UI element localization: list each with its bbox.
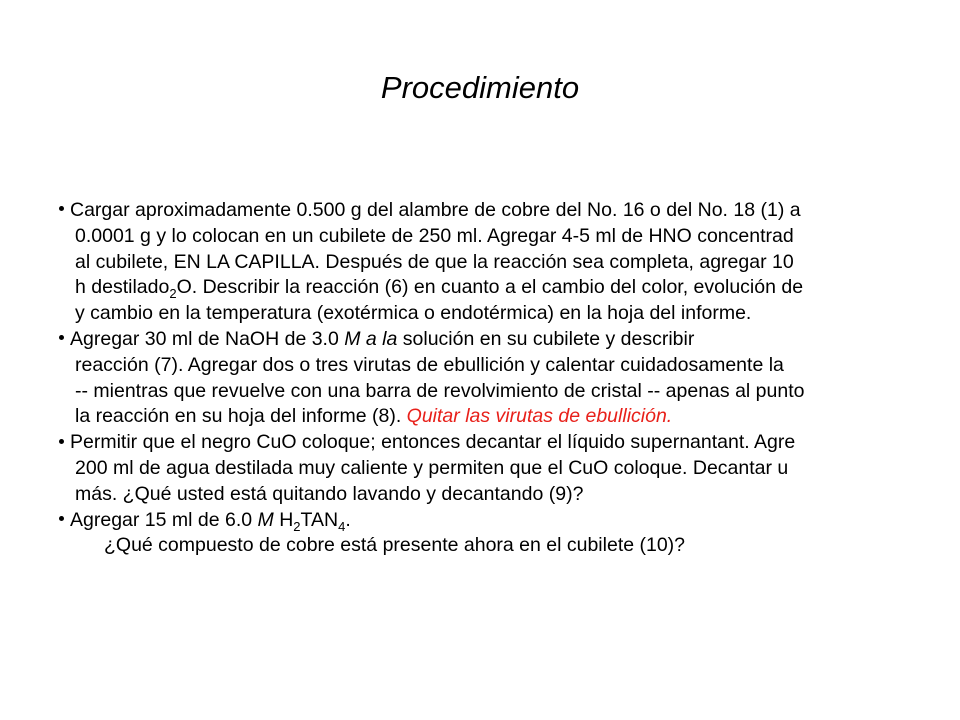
bullet-2-line-4: la reacción en su hoja del informe (8). Quitar las virutas de ebullición. bbox=[75, 405, 673, 428]
bullet-3-line-2: 200 ml de agua destilada muy caliente y permiten que el CuO coloque. Decantar u bbox=[75, 456, 789, 479]
bullet-4-line-1: Agregar 15 ml de 6.0 M $H_2TAN_4$. bbox=[55, 508, 960, 534]
procedure-body bbox=[55, 198, 960, 559]
bullet-1-line-4: h destilado$_2$O. Describir la reacción (6) en cuanto a el cambio del color, evolución de bbox=[75, 276, 804, 302]
bullet-3-line-1: Permitir que el negro CuO coloque; entonces decantar el líquido supernantant. Agre bbox=[55, 430, 960, 456]
bullet-2-line-3: -- mientras que revuelve con una barra de revolvimiento de cristal -- apenas al punto bbox=[75, 379, 805, 402]
bullet-icon bbox=[59, 335, 64, 340]
bullet-1-line-2: 0.0001 g y lo colocan en un cubilete de 250 ml. Agregar 4-5 ml de HNO concentrad bbox=[75, 224, 794, 247]
bullet-4-line-2: ¿Qué compuesto de cobre está presente ahora en el cubilete (10)? bbox=[104, 534, 686, 557]
bullet-icon bbox=[59, 439, 64, 444]
bullet-1-line-3: al cubilete, EN LA CAPILLA. Después de que la reacción sea completa, agregar 10 bbox=[75, 250, 794, 273]
bullet-icon bbox=[59, 206, 64, 211]
bullet-2-line-1: Agregar 30 ml de NaOH de 3.0 M a la solución en su cubilete y describir bbox=[55, 327, 960, 353]
bullet-1-line-1: Cargar aproximadamente 0.500 g del alambre de cobre del No. 16 o del No. 18 (1) a bbox=[55, 198, 960, 224]
red-instruction: Quitar las virutas de ebullición. bbox=[406, 405, 673, 428]
bullet-1-line-5: y cambio en la temperatura (exotérmica o endotérmica) en la hoja del informe. bbox=[75, 302, 752, 325]
bullet-3-line-3: más. ¿Qué usted está quitando lavando y decantando (9)? bbox=[75, 482, 584, 505]
slide-title: Procedimiento bbox=[380, 70, 580, 105]
bullet-2-line-2: reacción (7). Agregar dos o tres virutas de ebullición y calentar cuidadosamente la bbox=[75, 353, 784, 376]
bullet-icon bbox=[59, 516, 64, 521]
